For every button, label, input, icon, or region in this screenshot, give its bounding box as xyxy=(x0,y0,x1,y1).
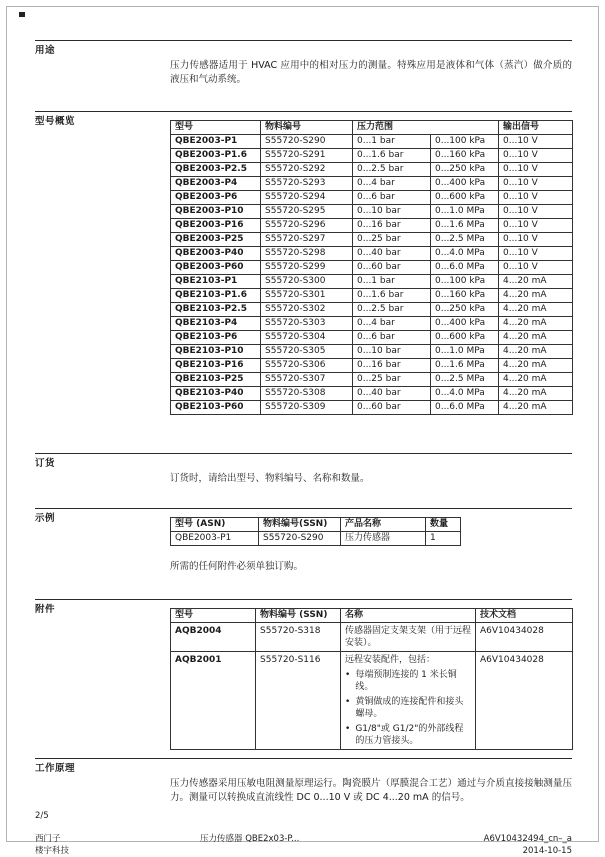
table-cell: 0...10 V xyxy=(499,135,573,149)
table-cell: S55720-S306 xyxy=(261,359,353,373)
table-cell: QBE2003-P4 xyxy=(171,177,261,191)
bullet-item xyxy=(345,669,471,693)
table-cell: S55720-S307 xyxy=(261,373,353,387)
table-row xyxy=(171,177,573,191)
table-cell: 0...100 kPa xyxy=(431,275,499,289)
table-header-row xyxy=(171,518,461,532)
table-cell: 压力传感器 xyxy=(341,532,426,546)
accessories-order-note: 所需的任何附件必须单独订购。 xyxy=(170,561,304,572)
table-cell: 0...600 kPa xyxy=(431,331,499,345)
table-cell: 0...250 kPa xyxy=(431,303,499,317)
working-principle-text: 压力传感器采用压敏电阻测量原理运行。陶瓷膜片（厚膜混合工艺）通过与介质直接接触测量压力。测量可以转换成直流线性 DC 0...10 V 或 DC 4...20 mA 的信号。 xyxy=(170,778,572,803)
table-header-row xyxy=(171,121,573,135)
table-cell: QBE2003-P1 xyxy=(171,135,261,149)
table-row xyxy=(171,345,573,359)
application-text: 压力传感器适用于 HVAC 应用中的相对压力的测量。特殊应用是液体和气体（蒸汽）做介质的液压和气动系统。 xyxy=(170,60,572,85)
table-cell: 0...25 bar xyxy=(353,373,431,387)
table-cell: QBE2003-P1 xyxy=(171,532,259,546)
table-cell: 0...1.6 bar xyxy=(353,289,431,303)
table-row xyxy=(171,532,461,546)
footer-company xyxy=(35,833,200,857)
table-cell: 4...20 mA xyxy=(499,345,573,359)
table-row xyxy=(171,387,573,401)
bullet-text: G1/8"或 G1/2"的外部线程的压力管接头。 xyxy=(355,724,464,746)
column-header-tech-doc: 技术文档 xyxy=(476,609,573,623)
table-cell: 4...20 mA xyxy=(499,373,573,387)
table-cell: S55720-S295 xyxy=(261,205,353,219)
table-row xyxy=(171,303,573,317)
accessory-type: AQB2001 xyxy=(171,652,256,750)
table-cell: 0...10 V xyxy=(499,163,573,177)
table-header-row xyxy=(171,609,573,623)
table-cell: 0...60 bar xyxy=(353,261,431,275)
section-label-ordering: 订货 xyxy=(35,458,56,469)
table-row xyxy=(171,205,573,219)
accessory-doc: A6V10434028 xyxy=(476,623,573,652)
table-cell: QBE2103-P4 xyxy=(171,317,261,331)
table-cell: S55720-S292 xyxy=(261,163,353,177)
column-header-material-ssn: 物料编号(SSN) xyxy=(259,518,341,532)
table-row xyxy=(171,317,573,331)
section-accessories xyxy=(35,599,572,750)
table-cell: 4...20 mA xyxy=(499,331,573,345)
accessory-ssn: S55720-S116 xyxy=(256,652,341,750)
table-cell: 0...6.0 MPa xyxy=(431,261,499,275)
table-cell: 0...16 bar xyxy=(353,359,431,373)
table-row xyxy=(171,401,573,415)
table-cell: 0...1 bar xyxy=(353,135,431,149)
footer-company-line2: 楼宇科技 xyxy=(35,846,70,856)
bullet-item xyxy=(345,696,471,720)
column-header-type: 型号 xyxy=(171,609,256,623)
table-cell: S55720-S299 xyxy=(261,261,353,275)
table-cell: 4...20 mA xyxy=(499,359,573,373)
table-row xyxy=(171,163,573,177)
table-cell: QBE2103-P1 xyxy=(171,275,261,289)
footer-doc-id: A6V10432494_cn–_a xyxy=(483,834,572,844)
bullet-item xyxy=(345,723,471,747)
footer-doc-meta xyxy=(484,833,572,857)
table-cell: 0...60 bar xyxy=(353,401,431,415)
table-cell: S55720-S294 xyxy=(261,191,353,205)
ordering-text: 订货时，请给出型号、物料编号、名称和数量。 xyxy=(170,473,370,484)
table-cell: S55720-S291 xyxy=(261,149,353,163)
footer-company-line1: 西门子 xyxy=(35,834,61,844)
bullet-icon: • xyxy=(345,670,351,680)
table-cell: 0...4 bar xyxy=(353,177,431,191)
section-label-example: 示例 xyxy=(35,513,56,524)
table-cell: 0...4.0 MPa xyxy=(431,247,499,261)
table-cell: QBE2103-P6 xyxy=(171,331,261,345)
table-cell: 0...1.0 MPa xyxy=(431,205,499,219)
table-cell: S55720-S302 xyxy=(261,303,353,317)
table-row xyxy=(171,191,573,205)
table-cell: 4...20 mA xyxy=(499,303,573,317)
table-cell: 0...25 bar xyxy=(353,233,431,247)
bullet-text: 黄铜做成的连接配件和接头螺母。 xyxy=(355,697,464,719)
bullet-icon: • xyxy=(345,697,351,707)
table-cell: 0...4.0 MPa xyxy=(431,387,499,401)
table-row xyxy=(171,149,573,163)
section-type-overview xyxy=(35,111,572,415)
table-cell: S55720-S296 xyxy=(261,219,353,233)
accessory-name xyxy=(341,652,476,750)
table-row xyxy=(171,135,573,149)
table-cell: 0...250 kPa xyxy=(431,163,499,177)
column-header-material-ssn: 物料编号 (SSN) xyxy=(256,609,341,623)
table-cell: QBE2103-P2.5 xyxy=(171,303,261,317)
table-cell: QBE2103-P16 xyxy=(171,359,261,373)
table-cell: S55720-S290 xyxy=(261,135,353,149)
table-cell: S55720-S308 xyxy=(261,387,353,401)
table-cell: QBE2103-P10 xyxy=(171,345,261,359)
table-cell: 0...100 kPa xyxy=(431,135,499,149)
column-header-name: 名称 xyxy=(341,609,476,623)
table-row xyxy=(171,652,573,750)
footer-doc-title: 压力传感器 QBE2x03-P... xyxy=(200,834,300,844)
section-application xyxy=(35,40,572,87)
column-header-quantity: 数量 xyxy=(426,518,461,532)
table-cell: QBE2003-P16 xyxy=(171,219,261,233)
table-cell: 0...2.5 MPa xyxy=(431,233,499,247)
table-cell: 4...20 mA xyxy=(499,387,573,401)
table-cell: 0...10 V xyxy=(499,149,573,163)
footer-date: 2014-10-15 xyxy=(522,846,572,856)
accessory-ssn: S55720-S318 xyxy=(256,623,341,652)
table-cell: 4...20 mA xyxy=(499,275,573,289)
table-cell: S55720-S298 xyxy=(261,247,353,261)
column-header-product-name: 产品名称 xyxy=(341,518,426,532)
table-cell: 0...6 bar xyxy=(353,331,431,345)
table-cell: 0...2.5 MPa xyxy=(431,373,499,387)
section-example xyxy=(35,508,572,573)
table-cell: 0...2.5 bar xyxy=(353,303,431,317)
section-label-accessories: 附件 xyxy=(35,604,56,615)
table-cell: 0...400 kPa xyxy=(431,177,499,191)
table-cell: 0...10 V xyxy=(499,177,573,191)
table-cell: QBE2103-P25 xyxy=(171,373,261,387)
type-overview-table xyxy=(170,120,573,415)
table-cell: S55720-S301 xyxy=(261,289,353,303)
page-footer xyxy=(35,833,572,857)
table-cell: 0...1.0 MPa xyxy=(431,345,499,359)
table-row xyxy=(171,233,573,247)
table-cell: S55720-S297 xyxy=(261,233,353,247)
page-number: 2/5 xyxy=(35,811,49,821)
table-row xyxy=(171,219,573,233)
table-row xyxy=(171,261,573,275)
table-cell: QBE2003-P6 xyxy=(171,191,261,205)
table-cell: 4...20 mA xyxy=(499,289,573,303)
table-cell: 0...1.6 MPa xyxy=(431,219,499,233)
table-cell: 0...16 bar xyxy=(353,219,431,233)
table-cell: 1 xyxy=(426,532,461,546)
table-cell: QBE2003-P1.6 xyxy=(171,149,261,163)
table-cell: QBE2103-P60 xyxy=(171,401,261,415)
table-row xyxy=(171,623,573,652)
table-row xyxy=(171,331,573,345)
table-cell: QBE2003-P25 xyxy=(171,233,261,247)
table-cell: 0...10 V xyxy=(499,205,573,219)
accessory-type: AQB2004 xyxy=(171,623,256,652)
table-cell: 4...20 mA xyxy=(499,317,573,331)
table-cell: QBE2003-P2.5 xyxy=(171,163,261,177)
table-cell: 0...10 bar xyxy=(353,345,431,359)
column-header-pressure-range: 压力范围 xyxy=(353,121,499,135)
table-cell: QBE2003-P40 xyxy=(171,247,261,261)
section-label-type-overview: 型号概览 xyxy=(35,116,76,127)
table-cell: 4...20 mA xyxy=(499,401,573,415)
column-header-type-asn: 型号 (ASN) xyxy=(171,518,259,532)
column-header-output-signal: 输出信号 xyxy=(499,121,573,135)
table-cell: 0...160 kPa xyxy=(431,149,499,163)
table-cell: 0...10 V xyxy=(499,219,573,233)
table-cell: S55720-S300 xyxy=(261,275,353,289)
accessories-table xyxy=(170,608,573,750)
table-cell: S55720-S293 xyxy=(261,177,353,191)
table-cell: 0...1.6 MPa xyxy=(431,359,499,373)
table-cell: 0...40 bar xyxy=(353,247,431,261)
column-header-type: 型号 xyxy=(171,121,261,135)
accessory-name-intro: 远程安装配件，包括： xyxy=(345,655,436,665)
table-cell: 0...40 bar xyxy=(353,387,431,401)
table-cell: 0...10 V xyxy=(499,233,573,247)
section-label-application: 用途 xyxy=(35,45,56,56)
table-cell: 0...160 kPa xyxy=(431,289,499,303)
table-cell: S55720-S303 xyxy=(261,317,353,331)
table-cell: 0...10 V xyxy=(499,247,573,261)
datasheet-page xyxy=(6,6,599,856)
table-cell: 0...400 kPa xyxy=(431,317,499,331)
table-cell: 0...10 bar xyxy=(353,205,431,219)
table-cell: S55720-S304 xyxy=(261,331,353,345)
table-cell: S55720-S309 xyxy=(261,401,353,415)
table-cell: QBE2103-P1.6 xyxy=(171,289,261,303)
accessory-name: 传感器固定支架支架（用于远程安装）。 xyxy=(341,623,476,652)
print-corner-mark xyxy=(19,12,25,17)
table-cell: S55720-S305 xyxy=(261,345,353,359)
table-cell: 0...10 V xyxy=(499,191,573,205)
table-cell: 0...6 bar xyxy=(353,191,431,205)
table-row xyxy=(171,289,573,303)
example-order-table xyxy=(170,517,461,546)
section-working-principle xyxy=(35,758,572,805)
table-cell: QBE2003-P60 xyxy=(171,261,261,275)
table-cell: 0...1.6 bar xyxy=(353,149,431,163)
column-header-material-number: 物料编号 xyxy=(261,121,353,135)
table-cell: 0...4 bar xyxy=(353,317,431,331)
table-row xyxy=(171,373,573,387)
table-cell: 0...2.5 bar xyxy=(353,163,431,177)
table-row xyxy=(171,247,573,261)
table-row xyxy=(171,275,573,289)
table-cell: QBE2003-P10 xyxy=(171,205,261,219)
bullet-icon: • xyxy=(345,724,351,734)
table-row xyxy=(171,359,573,373)
table-cell: 0...600 kPa xyxy=(431,191,499,205)
table-cell: QBE2103-P40 xyxy=(171,387,261,401)
section-ordering xyxy=(35,453,572,486)
accessory-doc: A6V10434028 xyxy=(476,652,573,750)
table-cell: 0...1 bar xyxy=(353,275,431,289)
bullet-text: 每端预制连接的 1 米长铜线。 xyxy=(355,670,457,692)
section-label-working-principle: 工作原理 xyxy=(35,763,76,774)
table-cell: S55720-S290 xyxy=(259,532,341,546)
table-cell: 0...6.0 MPa xyxy=(431,401,499,415)
table-cell: 0...10 V xyxy=(499,261,573,275)
